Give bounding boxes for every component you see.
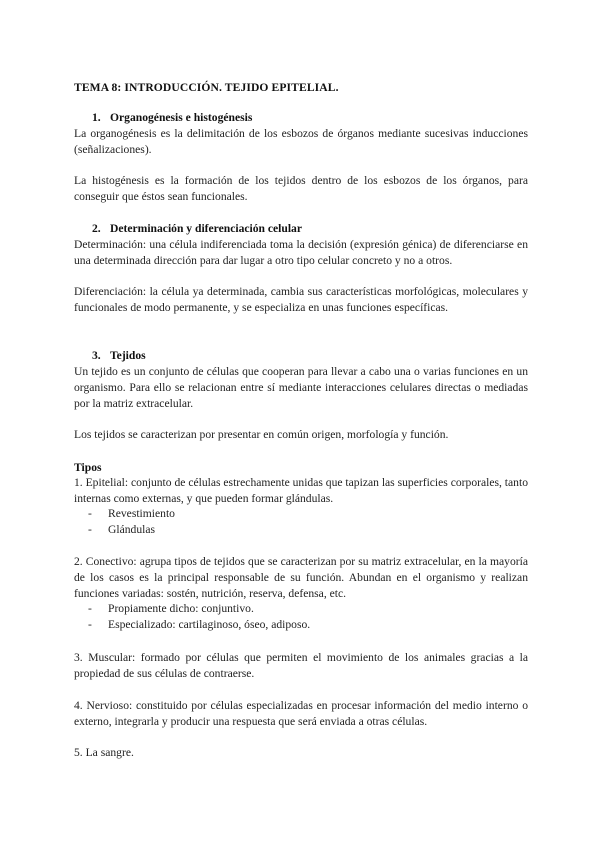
page-title: TEMA 8: INTRODUCCIÓN. TEJIDO EPITELIAL. <box>74 81 339 94</box>
paragraph-diferenciacion: Diferenciación: la célula ya determinada, cambia sus características morfológicas, moleculares y funcionales de modo permanente, y se especializa en unas funciones específicas. <box>74 285 528 314</box>
paragraph-determinacion: Determinación: una célula indiferenciada toma la decisión (expresión génica) de diferenciarse en una determinada dirección para dar lugar a otro tipo celular concreto y no a otros. <box>74 238 528 267</box>
epitelial-list <box>88 506 175 538</box>
section-title: Determinación y diferenciación celular <box>110 222 303 235</box>
tipo-conectivo: 2. Conectivo: agrupa tipos de tejidos que se caracterizan por su matriz extracelular, en la mayoría de los casos es la principal responsable de su función. Abundan en el organismo y realizan funciones variadas: sostén, nutrición, reserva, defensa, etc. <box>74 555 528 600</box>
list-item: - Revestimiento <box>88 507 175 520</box>
tipo-muscular: 3. Muscular: formado por células que permiten el movimiento de los animales gracias a la propiedad de sus células de contraerse. <box>74 651 528 680</box>
tipo-epitelial: 1. Epitelial: conjunto de células estrechamente unidas que tapizan las superficies corporales, tanto internas como externas, y que pueden formar glándulas. <box>74 476 528 505</box>
tipo-sangre: 5. La sangre. <box>74 746 134 759</box>
section-title: Tejidos <box>110 349 146 362</box>
section-number: 1. <box>92 111 101 124</box>
section-heading-tejidos <box>92 348 146 364</box>
section-number: 3. <box>92 349 101 362</box>
list-item: - Propiamente dicho: conjuntivo. <box>88 602 254 615</box>
tipos-heading: Tipos <box>74 461 102 474</box>
paragraph-tejido-definicion: Un tejido es un conjunto de células que cooperan para llevar a cabo una o varias funciones en un organismo. Para ello se relacionan entre sí mediante interacciones celulares directas o mediadas por la matriz extracelular. <box>74 365 528 410</box>
tipo-nervioso: 4. Nervioso: constituido por células especializadas en procesar información del medio interno o externo, integrarla y producir una respuesta que será enviada a otras células. <box>74 699 528 728</box>
section-title: Organogénesis e histogénesis <box>110 111 253 124</box>
section-heading-determinacion <box>92 221 302 237</box>
paragraph-tejidos-caracteristicas: Los tejidos se caracterizan por presentar en común origen, morfología y función. <box>74 428 449 441</box>
section-heading-organogenesis <box>92 110 252 126</box>
section-number: 2. <box>92 222 101 235</box>
paragraph-organogenesis: La organogénesis es la delimitación de los esbozos de órganos mediante sucesivas inducciones (señalizaciones). <box>74 127 528 156</box>
conectivo-list <box>88 601 310 633</box>
paragraph-histogenesis: La histogénesis es la formación de los tejidos dentro de los esbozos de los órganos, para conseguir que éstos sean funcionales. <box>74 174 528 203</box>
list-item: - Especializado: cartilaginoso, óseo, adiposo. <box>88 617 311 631</box>
list-item: - Glándulas <box>88 522 156 536</box>
